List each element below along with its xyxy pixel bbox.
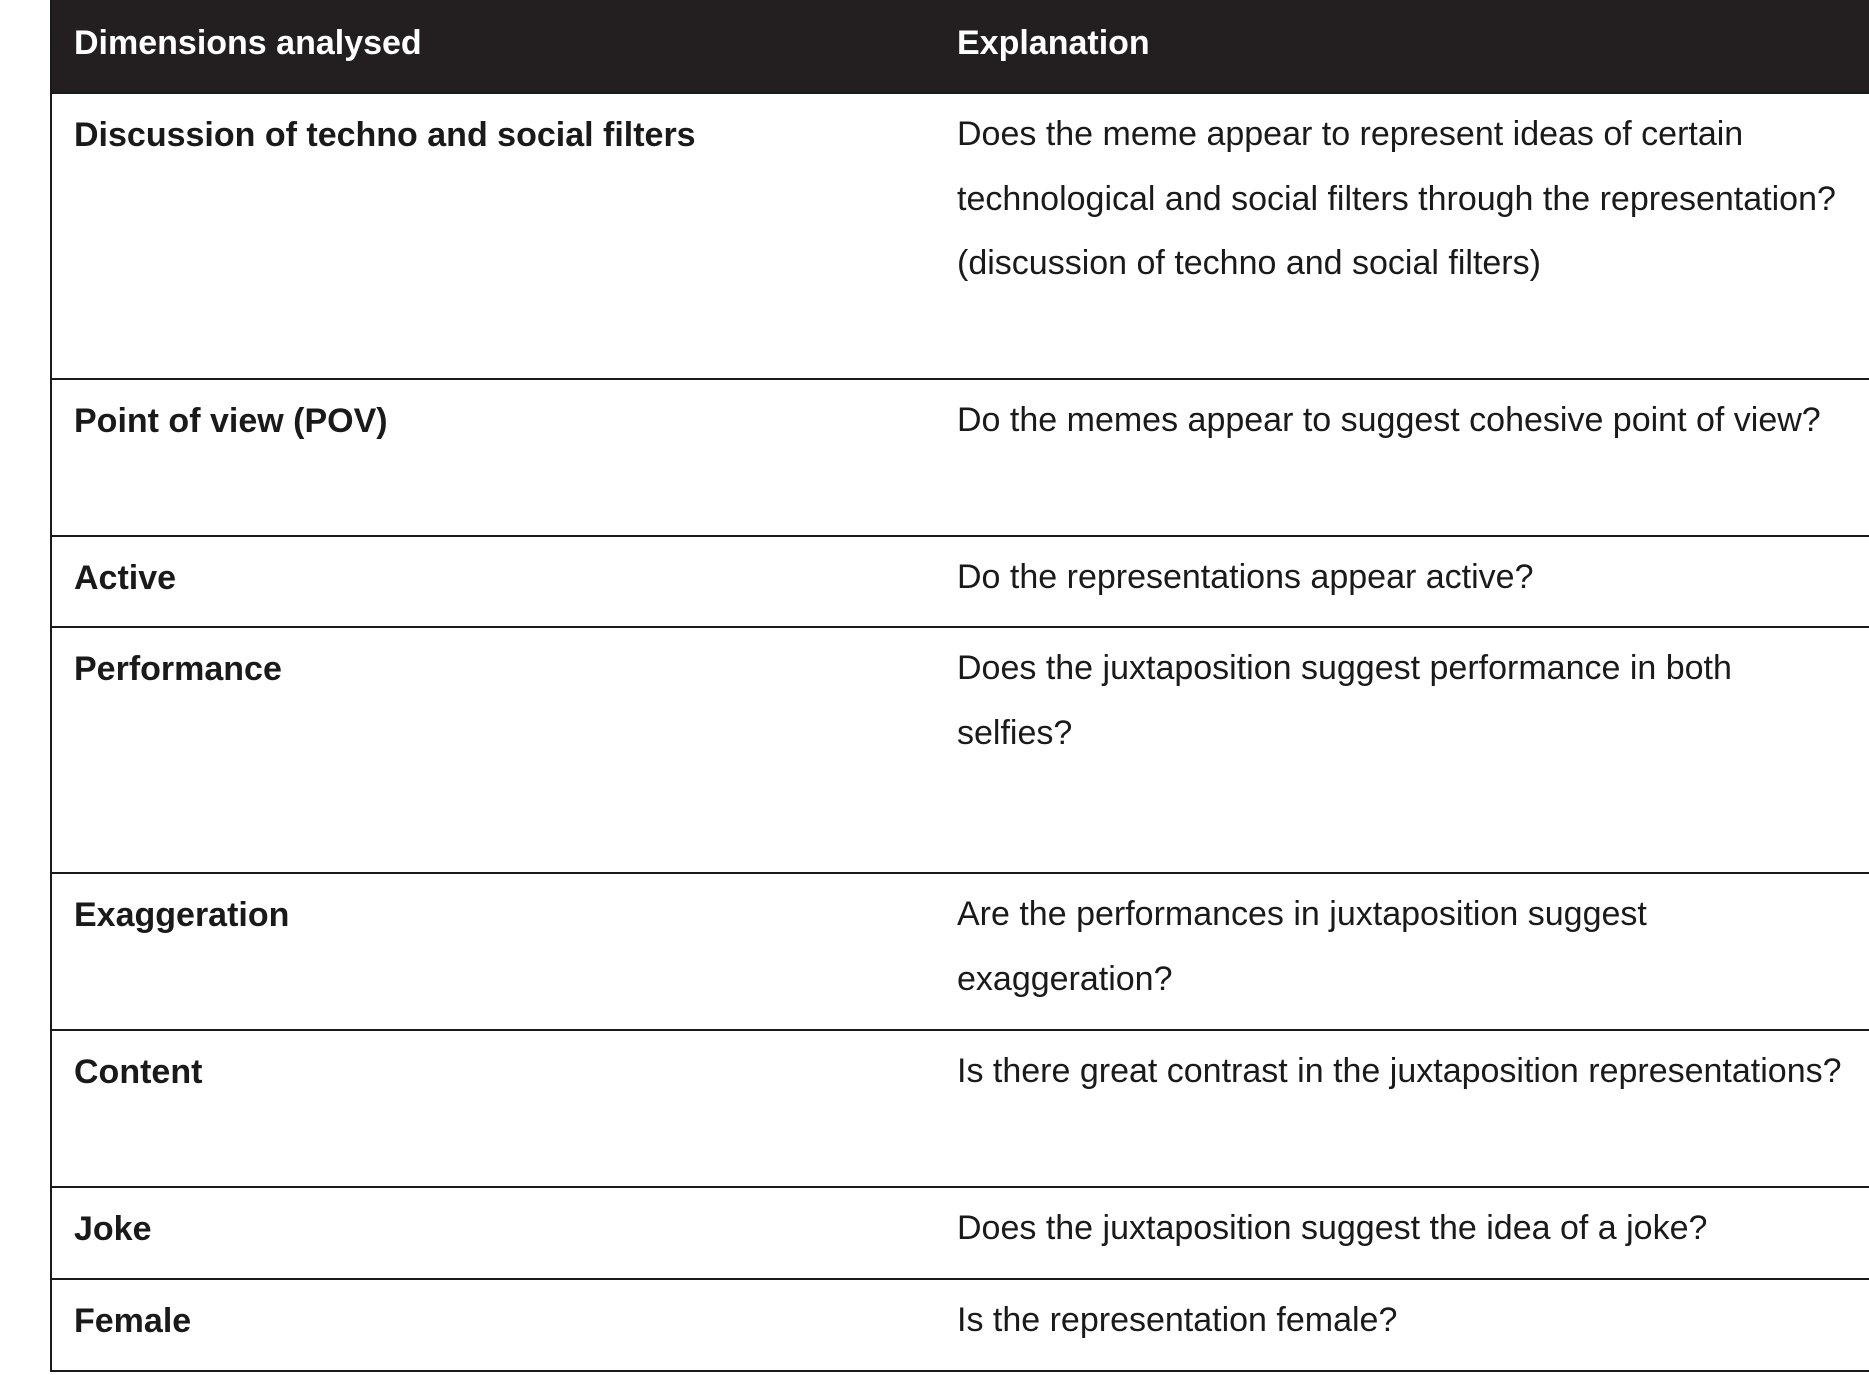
dimensions-table — [50, 0, 1869, 1372]
explanation-cell: Does the juxtaposition suggest the idea of a joke? — [957, 1209, 1708, 1247]
dimension-cell: Female — [74, 1302, 192, 1340]
dimension-cell: Active — [74, 559, 177, 597]
dimension-cell: Exaggeration — [74, 896, 290, 934]
header-explanation: Explanation — [957, 24, 1150, 62]
table-row — [52, 1029, 1869, 1186]
dimension-cell: Joke — [74, 1210, 152, 1248]
explanation-cell: Is the representation female? — [957, 1301, 1398, 1339]
table-row — [52, 1278, 1869, 1370]
dimension-cell: Discussion of techno and social filters — [74, 116, 696, 154]
table-row — [52, 378, 1869, 535]
table-row — [52, 535, 1869, 626]
explanation-cell: Do the memes appear to suggest cohesive point of view? — [957, 401, 1821, 439]
dimension-cell: Performance — [74, 650, 282, 688]
explanation-cell: Do the representations appear active? — [957, 558, 1534, 596]
explanation-cell: Does the meme appear to represent ideas of certain technological and social filters through the representation? (discussion of techno and social filters) — [957, 115, 1836, 282]
explanation-cell: Are the performances in juxtaposition suggest exaggeration? — [957, 895, 1647, 998]
dimension-cell: Content — [74, 1053, 203, 1091]
table-header-row — [52, 0, 1869, 92]
explanation-cell: Is there great contrast in the juxtaposition representations? — [957, 1052, 1842, 1090]
table-row — [52, 92, 1869, 378]
header-dimensions-analysed: Dimensions analysed — [74, 24, 422, 62]
table-row — [52, 1186, 1869, 1278]
table-row — [52, 872, 1869, 1029]
dimension-cell: Point of view (POV) — [74, 402, 388, 440]
explanation-cell: Does the juxtaposition suggest performance in both selfies? — [957, 649, 1732, 752]
table-row — [52, 626, 1869, 872]
